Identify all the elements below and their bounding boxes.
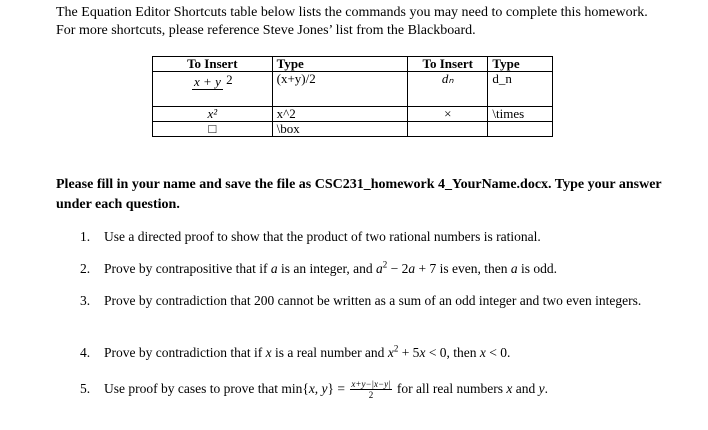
table-row — [153, 72, 553, 107]
header-to-insert-1: To Insert — [153, 57, 273, 72]
cell-empty — [408, 122, 488, 137]
question-number: 3. — [80, 293, 91, 308]
cell-type-box: \box — [272, 122, 407, 137]
cell-insert-fraction — [153, 72, 273, 107]
cell-type-power: x^2 — [272, 107, 407, 122]
cell-insert-subscript: dₙ — [408, 72, 488, 107]
question-text: Prove by contrapositive that if a is an integer, and $a^2 - 2a + 7$ is even, then a is odd. — [104, 259, 558, 276]
question-number: 1. — [80, 229, 91, 244]
question-number: 4. — [80, 345, 91, 360]
fraction-denominator: 2 — [226, 72, 233, 86]
cell-insert-box: □ — [153, 122, 273, 137]
min-formula-fraction: $\frac{x+y-|x-y|}{2}$ — [351, 379, 391, 401]
cell-type-subscript: d_n — [488, 72, 553, 107]
fraction-numerator: x + y — [194, 74, 221, 89]
cell-empty — [488, 122, 553, 137]
table-row — [153, 107, 553, 122]
cell-insert-power: x² — [153, 107, 273, 122]
cell-type-times: \times — [488, 107, 553, 122]
cell-insert-times: × — [408, 107, 488, 122]
question-number: 5. — [80, 381, 91, 396]
header-type-2: Type — [488, 57, 553, 72]
question-text: Use a directed proof to show that the product of two rational numbers is rational. — [104, 229, 541, 244]
shortcuts-table — [152, 56, 553, 137]
intro-line-1: The Equation Editor Shortcuts table below lists the commands you may need to complete this homework. — [56, 5, 648, 20]
cell-type-fraction: (x+y)/2 — [272, 72, 407, 107]
header-type-1: Type — [272, 57, 407, 72]
header-to-insert-2: To Insert — [408, 57, 488, 72]
question-text: Prove by contradiction that if x is a real number and $x^2 + 5x < 0$, then x < 0. — [104, 343, 511, 360]
table-header-row — [153, 57, 553, 72]
question-text: Prove by contradiction that 200 cannot be written as a sum of an odd integer and two even integers. — [104, 293, 642, 308]
question-text: Use proof by cases to prove that min{x, y} = $\frac{x+y-|x-y|}{2}$ for all real numbers x and y. — [104, 379, 549, 401]
table-row — [153, 122, 553, 137]
question-number: 2. — [80, 261, 91, 276]
intro-text — [56, 4, 696, 40]
instructions: Please fill in your name and save the file as CSC231_homework 4_YourName.docx. Type your answer under each question. — [56, 177, 662, 212]
intro-line-2: For more shortcuts, please reference Steve Jones’ list from the Blackboard. — [56, 23, 476, 38]
